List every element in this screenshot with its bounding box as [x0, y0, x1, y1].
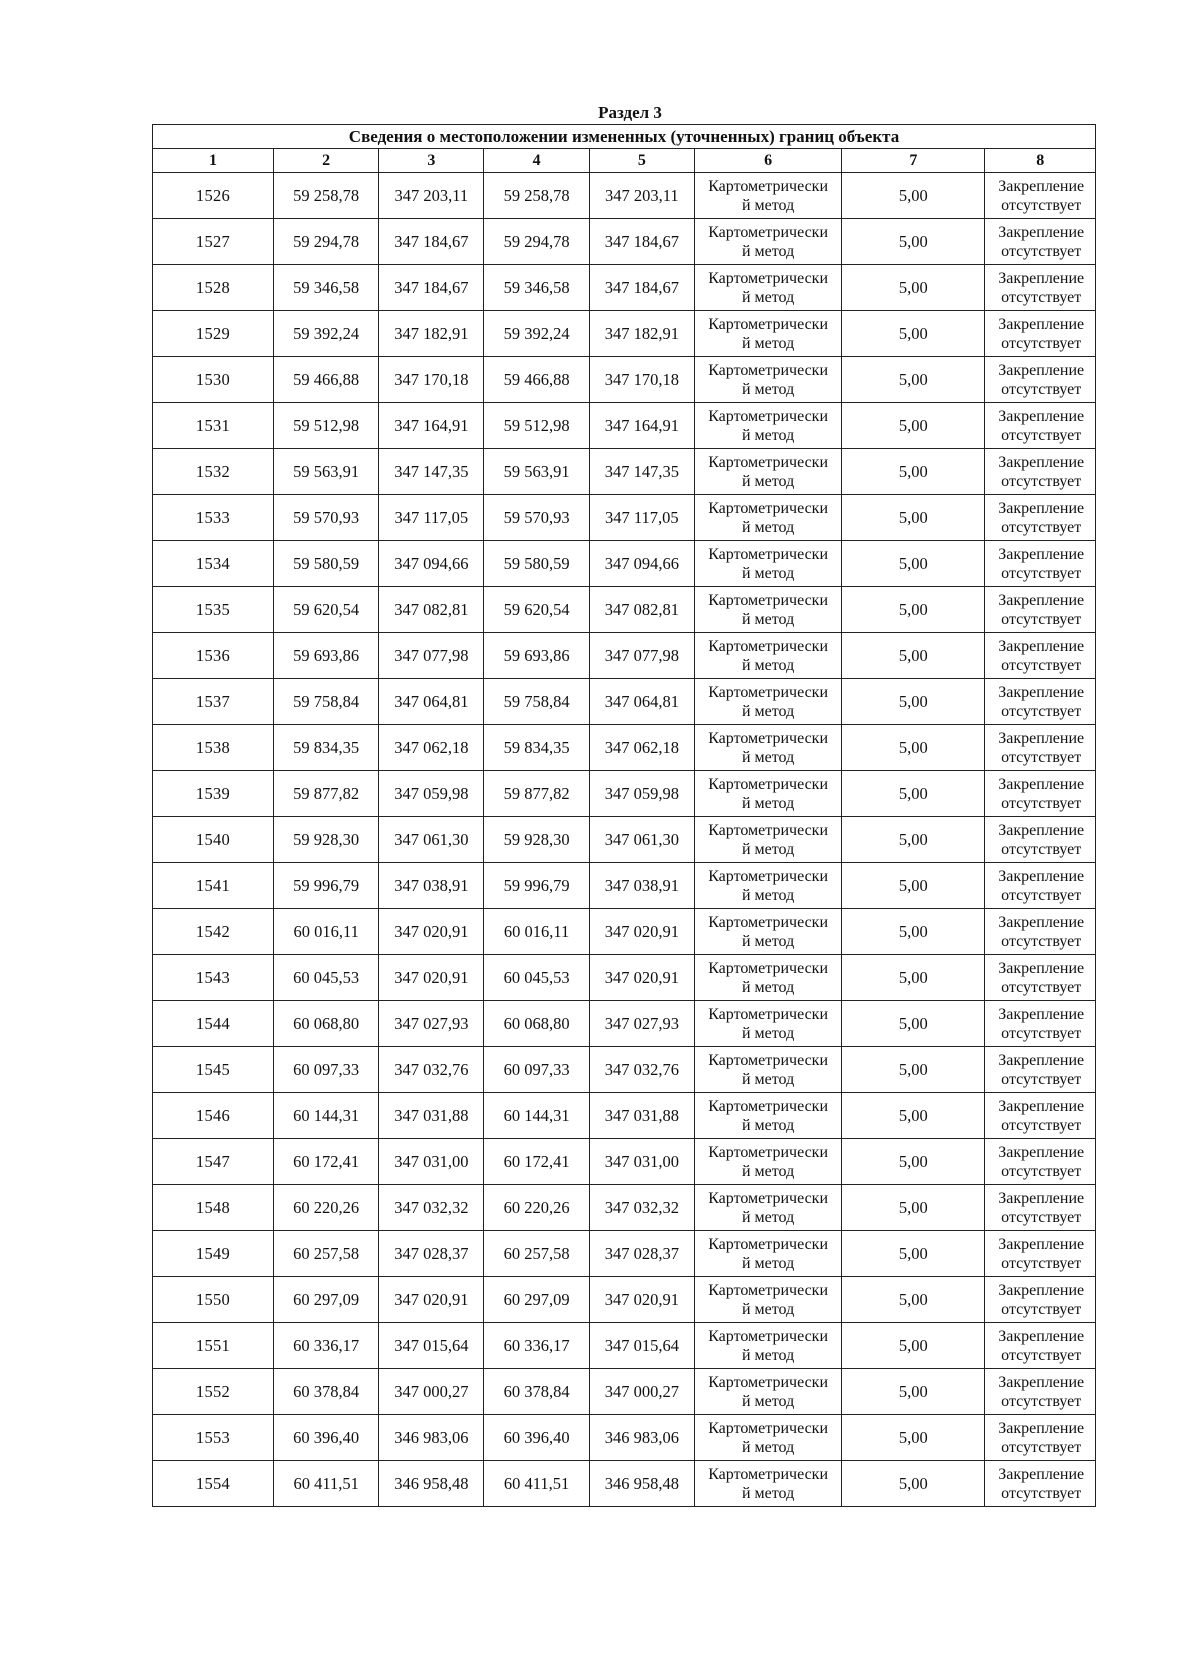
y-coordinate: 347 020,91 [379, 955, 484, 1001]
y-coordinate-new: 347 203,11 [589, 173, 694, 219]
determination-method: Картометрически й метод [694, 311, 841, 357]
determination-method: Картометрически й метод [694, 1139, 841, 1185]
x-coordinate-new: 59 834,35 [484, 725, 589, 771]
fixing-description: Закрепление отсутствует [985, 1323, 1096, 1369]
fixing-description: Закрепление отсутствует [985, 265, 1096, 311]
y-coordinate-new: 346 958,48 [589, 1461, 694, 1507]
x-coordinate: 59 834,35 [274, 725, 379, 771]
point-number: 1549 [153, 1231, 274, 1277]
x-coordinate: 59 580,59 [274, 541, 379, 587]
y-coordinate: 347 094,66 [379, 541, 484, 587]
y-coordinate-new: 347 184,67 [589, 219, 694, 265]
y-coordinate: 347 000,27 [379, 1369, 484, 1415]
point-number: 1538 [153, 725, 274, 771]
accuracy-value: 5,00 [842, 587, 985, 633]
y-coordinate: 347 032,76 [379, 1047, 484, 1093]
determination-method: Картометрически й метод [694, 1415, 841, 1461]
table-row [153, 403, 1096, 449]
accuracy-value: 5,00 [842, 1369, 985, 1415]
y-coordinate-new: 347 020,91 [589, 909, 694, 955]
accuracy-value: 5,00 [842, 311, 985, 357]
point-number: 1533 [153, 495, 274, 541]
table-row [153, 1047, 1096, 1093]
table-row [153, 725, 1096, 771]
point-number: 1542 [153, 909, 274, 955]
y-coordinate: 347 184,67 [379, 219, 484, 265]
y-coordinate-new: 347 038,91 [589, 863, 694, 909]
section-title: Раздел 3 [598, 103, 662, 122]
y-coordinate-new: 347 032,32 [589, 1185, 694, 1231]
fixing-description: Закрепление отсутствует [985, 1139, 1096, 1185]
y-coordinate-new: 347 182,91 [589, 311, 694, 357]
x-coordinate: 59 620,54 [274, 587, 379, 633]
determination-method: Картометрически й метод [694, 1323, 841, 1369]
x-coordinate: 59 996,79 [274, 863, 379, 909]
y-coordinate: 347 020,91 [379, 909, 484, 955]
point-number: 1537 [153, 679, 274, 725]
point-number: 1526 [153, 173, 274, 219]
y-coordinate: 347 147,35 [379, 449, 484, 495]
x-coordinate-new: 59 563,91 [484, 449, 589, 495]
x-coordinate: 60 378,84 [274, 1369, 379, 1415]
y-coordinate-new: 347 020,91 [589, 1277, 694, 1323]
y-coordinate: 347 077,98 [379, 633, 484, 679]
y-coordinate: 347 020,91 [379, 1277, 484, 1323]
x-coordinate: 59 563,91 [274, 449, 379, 495]
determination-method: Картометрически й метод [694, 771, 841, 817]
x-coordinate-new: 59 346,58 [484, 265, 589, 311]
x-coordinate: 60 172,41 [274, 1139, 379, 1185]
point-number: 1551 [153, 1323, 274, 1369]
column-number-6: 6 [694, 149, 841, 173]
y-coordinate-new: 347 082,81 [589, 587, 694, 633]
y-coordinate-new: 347 117,05 [589, 495, 694, 541]
determination-method: Картометрически й метод [694, 541, 841, 587]
accuracy-value: 5,00 [842, 633, 985, 679]
x-coordinate: 60 068,80 [274, 1001, 379, 1047]
accuracy-value: 5,00 [842, 771, 985, 817]
fixing-description: Закрепление отсутствует [985, 173, 1096, 219]
table-row [153, 1185, 1096, 1231]
table-row [153, 1415, 1096, 1461]
x-coordinate: 60 144,31 [274, 1093, 379, 1139]
y-coordinate: 347 059,98 [379, 771, 484, 817]
fixing-description: Закрепление отсутствует [985, 1277, 1096, 1323]
x-coordinate-new: 59 512,98 [484, 403, 589, 449]
accuracy-value: 5,00 [842, 403, 985, 449]
point-number: 1534 [153, 541, 274, 587]
x-coordinate-new: 60 411,51 [484, 1461, 589, 1507]
table-row [153, 955, 1096, 1001]
table-row [153, 1277, 1096, 1323]
fixing-description: Закрепление отсутствует [985, 1047, 1096, 1093]
x-coordinate: 59 512,98 [274, 403, 379, 449]
x-coordinate-new: 59 877,82 [484, 771, 589, 817]
column-number-4: 4 [484, 149, 589, 173]
point-number: 1536 [153, 633, 274, 679]
table-row [153, 679, 1096, 725]
accuracy-value: 5,00 [842, 1185, 985, 1231]
determination-method: Картометрически й метод [694, 1185, 841, 1231]
y-coordinate-new: 347 059,98 [589, 771, 694, 817]
y-coordinate: 347 027,93 [379, 1001, 484, 1047]
x-coordinate: 59 294,78 [274, 219, 379, 265]
y-coordinate-new: 347 064,81 [589, 679, 694, 725]
x-coordinate-new: 60 172,41 [484, 1139, 589, 1185]
y-coordinate-new: 347 000,27 [589, 1369, 694, 1415]
y-coordinate: 347 062,18 [379, 725, 484, 771]
x-coordinate: 60 297,09 [274, 1277, 379, 1323]
point-number: 1531 [153, 403, 274, 449]
table-row [153, 909, 1096, 955]
accuracy-value: 5,00 [842, 1231, 985, 1277]
point-number: 1535 [153, 587, 274, 633]
y-coordinate: 347 064,81 [379, 679, 484, 725]
table-caption: Сведения о местоположении измененных (уточненных) границ объекта [153, 125, 1096, 149]
table-row [153, 449, 1096, 495]
y-coordinate-new: 347 028,37 [589, 1231, 694, 1277]
fixing-description: Закрепление отсутствует [985, 725, 1096, 771]
fixing-description: Закрепление отсутствует [985, 311, 1096, 357]
accuracy-value: 5,00 [842, 955, 985, 1001]
accuracy-value: 5,00 [842, 1001, 985, 1047]
determination-method: Картометрически й метод [694, 173, 841, 219]
x-coordinate: 59 758,84 [274, 679, 379, 725]
fixing-description: Закрепление отсутствует [985, 817, 1096, 863]
determination-method: Картометрически й метод [694, 219, 841, 265]
y-coordinate-new: 347 077,98 [589, 633, 694, 679]
y-coordinate: 347 164,91 [379, 403, 484, 449]
column-number-8: 8 [985, 149, 1096, 173]
fixing-description: Закрепление отсутствует [985, 1461, 1096, 1507]
table-row [153, 219, 1096, 265]
determination-method: Картометрически й метод [694, 1461, 841, 1507]
column-number-row [153, 149, 1096, 173]
y-coordinate-new: 347 094,66 [589, 541, 694, 587]
x-coordinate-new: 59 928,30 [484, 817, 589, 863]
x-coordinate-new: 60 045,53 [484, 955, 589, 1001]
determination-method: Картометрически й метод [694, 587, 841, 633]
accuracy-value: 5,00 [842, 909, 985, 955]
point-number: 1552 [153, 1369, 274, 1415]
y-coordinate-new: 347 061,30 [589, 817, 694, 863]
y-coordinate: 347 038,91 [379, 863, 484, 909]
determination-method: Картометрически й метод [694, 909, 841, 955]
x-coordinate: 60 016,11 [274, 909, 379, 955]
y-coordinate-new: 347 170,18 [589, 357, 694, 403]
x-coordinate: 59 877,82 [274, 771, 379, 817]
y-coordinate: 347 170,18 [379, 357, 484, 403]
y-coordinate-new: 347 020,91 [589, 955, 694, 1001]
y-coordinate-new: 347 015,64 [589, 1323, 694, 1369]
y-coordinate-new: 347 147,35 [589, 449, 694, 495]
x-coordinate-new: 60 068,80 [484, 1001, 589, 1047]
point-number: 1527 [153, 219, 274, 265]
y-coordinate: 347 184,67 [379, 265, 484, 311]
fixing-description: Закрепление отсутствует [985, 403, 1096, 449]
y-coordinate: 346 958,48 [379, 1461, 484, 1507]
determination-method: Картометрически й метод [694, 679, 841, 725]
x-coordinate-new: 59 620,54 [484, 587, 589, 633]
x-coordinate-new: 59 392,24 [484, 311, 589, 357]
determination-method: Картометрически й метод [694, 449, 841, 495]
determination-method: Картометрически й метод [694, 1277, 841, 1323]
table-row [153, 173, 1096, 219]
x-coordinate: 59 928,30 [274, 817, 379, 863]
x-coordinate-new: 60 297,09 [484, 1277, 589, 1323]
y-coordinate: 347 031,88 [379, 1093, 484, 1139]
table-row [153, 587, 1096, 633]
determination-method: Картометрически й метод [694, 357, 841, 403]
fixing-description: Закрепление отсутствует [985, 633, 1096, 679]
x-coordinate-new: 59 580,59 [484, 541, 589, 587]
table-row [153, 1323, 1096, 1369]
table-row [153, 495, 1096, 541]
table-row [153, 1231, 1096, 1277]
y-coordinate-new: 347 031,00 [589, 1139, 694, 1185]
point-number: 1539 [153, 771, 274, 817]
x-coordinate-new: 60 257,58 [484, 1231, 589, 1277]
x-coordinate: 59 570,93 [274, 495, 379, 541]
y-coordinate: 347 061,30 [379, 817, 484, 863]
point-number: 1553 [153, 1415, 274, 1461]
x-coordinate-new: 60 097,33 [484, 1047, 589, 1093]
table-row [153, 863, 1096, 909]
accuracy-value: 5,00 [842, 1415, 985, 1461]
x-coordinate: 60 045,53 [274, 955, 379, 1001]
accuracy-value: 5,00 [842, 679, 985, 725]
point-number: 1550 [153, 1277, 274, 1323]
x-coordinate-new: 60 336,17 [484, 1323, 589, 1369]
accuracy-value: 5,00 [842, 863, 985, 909]
x-coordinate-new: 59 570,93 [484, 495, 589, 541]
table-row [153, 357, 1096, 403]
determination-method: Картометрически й метод [694, 1231, 841, 1277]
point-number: 1529 [153, 311, 274, 357]
x-coordinate-new: 59 693,86 [484, 633, 589, 679]
column-number-1: 1 [153, 149, 274, 173]
determination-method: Картометрически й метод [694, 633, 841, 679]
column-number-3: 3 [379, 149, 484, 173]
point-number: 1547 [153, 1139, 274, 1185]
y-coordinate-new: 347 164,91 [589, 403, 694, 449]
x-coordinate-new: 60 016,11 [484, 909, 589, 955]
point-number: 1540 [153, 817, 274, 863]
table-row [153, 265, 1096, 311]
point-number: 1545 [153, 1047, 274, 1093]
point-number: 1543 [153, 955, 274, 1001]
determination-method: Картометрически й метод [694, 1047, 841, 1093]
fixing-description: Закрепление отсутствует [985, 219, 1096, 265]
table-row [153, 817, 1096, 863]
fixing-description: Закрепление отсутствует [985, 1415, 1096, 1461]
table-row [153, 541, 1096, 587]
fixing-description: Закрепление отсутствует [985, 955, 1096, 1001]
table-row [153, 1001, 1096, 1047]
x-coordinate: 60 336,17 [274, 1323, 379, 1369]
point-number: 1548 [153, 1185, 274, 1231]
point-number: 1546 [153, 1093, 274, 1139]
fixing-description: Закрепление отсутствует [985, 1231, 1096, 1277]
table-row [153, 1139, 1096, 1185]
accuracy-value: 5,00 [842, 725, 985, 771]
accuracy-value: 5,00 [842, 265, 985, 311]
fixing-description: Закрепление отсутствует [985, 679, 1096, 725]
fixing-description: Закрепление отсутствует [985, 863, 1096, 909]
y-coordinate: 346 983,06 [379, 1415, 484, 1461]
table-row [153, 633, 1096, 679]
x-coordinate: 60 411,51 [274, 1461, 379, 1507]
determination-method: Картометрически й метод [694, 863, 841, 909]
column-number-5: 5 [589, 149, 694, 173]
table-row [153, 1461, 1096, 1507]
y-coordinate: 347 082,81 [379, 587, 484, 633]
accuracy-value: 5,00 [842, 219, 985, 265]
x-coordinate-new: 59 294,78 [484, 219, 589, 265]
table-row [153, 1369, 1096, 1415]
accuracy-value: 5,00 [842, 541, 985, 587]
point-number: 1528 [153, 265, 274, 311]
accuracy-value: 5,00 [842, 817, 985, 863]
x-coordinate-new: 60 220,26 [484, 1185, 589, 1231]
fixing-description: Закрепление отсутствует [985, 1093, 1096, 1139]
x-coordinate-new: 59 258,78 [484, 173, 589, 219]
fixing-description: Закрепление отсутствует [985, 587, 1096, 633]
fixing-description: Закрепление отсутствует [985, 1185, 1096, 1231]
accuracy-value: 5,00 [842, 1323, 985, 1369]
accuracy-value: 5,00 [842, 449, 985, 495]
point-number: 1541 [153, 863, 274, 909]
x-coordinate-new: 59 466,88 [484, 357, 589, 403]
x-coordinate: 59 258,78 [274, 173, 379, 219]
column-number-2: 2 [274, 149, 379, 173]
x-coordinate: 60 257,58 [274, 1231, 379, 1277]
fixing-description: Закрепление отсутствует [985, 495, 1096, 541]
y-coordinate: 347 031,00 [379, 1139, 484, 1185]
y-coordinate: 347 015,64 [379, 1323, 484, 1369]
fixing-description: Закрепление отсутствует [985, 1001, 1096, 1047]
point-number: 1532 [153, 449, 274, 495]
determination-method: Картометрически й метод [694, 817, 841, 863]
accuracy-value: 5,00 [842, 1277, 985, 1323]
determination-method: Картометрически й метод [694, 1369, 841, 1415]
y-coordinate: 347 028,37 [379, 1231, 484, 1277]
determination-method: Картометрически й метод [694, 725, 841, 771]
y-coordinate-new: 346 983,06 [589, 1415, 694, 1461]
y-coordinate-new: 347 062,18 [589, 725, 694, 771]
x-coordinate: 59 693,86 [274, 633, 379, 679]
point-number: 1544 [153, 1001, 274, 1047]
x-coordinate-new: 60 144,31 [484, 1093, 589, 1139]
fixing-description: Закрепление отсутствует [985, 1369, 1096, 1415]
y-coordinate: 347 203,11 [379, 173, 484, 219]
table-row [153, 311, 1096, 357]
determination-method: Картометрически й метод [694, 955, 841, 1001]
y-coordinate: 347 182,91 [379, 311, 484, 357]
determination-method: Картометрически й метод [694, 495, 841, 541]
accuracy-value: 5,00 [842, 1047, 985, 1093]
x-coordinate-new: 59 996,79 [484, 863, 589, 909]
x-coordinate: 60 097,33 [274, 1047, 379, 1093]
determination-method: Картометрически й метод [694, 403, 841, 449]
y-coordinate-new: 347 184,67 [589, 265, 694, 311]
fixing-description: Закрепление отсутствует [985, 357, 1096, 403]
accuracy-value: 5,00 [842, 495, 985, 541]
accuracy-value: 5,00 [842, 173, 985, 219]
accuracy-value: 5,00 [842, 1093, 985, 1139]
accuracy-value: 5,00 [842, 1139, 985, 1185]
x-coordinate-new: 59 758,84 [484, 679, 589, 725]
x-coordinate: 59 466,88 [274, 357, 379, 403]
fixing-description: Закрепление отсутствует [985, 449, 1096, 495]
accuracy-value: 5,00 [842, 1461, 985, 1507]
x-coordinate-new: 60 378,84 [484, 1369, 589, 1415]
y-coordinate-new: 347 032,76 [589, 1047, 694, 1093]
y-coordinate: 347 117,05 [379, 495, 484, 541]
x-coordinate: 60 396,40 [274, 1415, 379, 1461]
y-coordinate-new: 347 031,88 [589, 1093, 694, 1139]
fixing-description: Закрепление отсутствует [985, 771, 1096, 817]
table-row [153, 1093, 1096, 1139]
fixing-description: Закрепление отсутствует [985, 909, 1096, 955]
x-coordinate-new: 60 396,40 [484, 1415, 589, 1461]
y-coordinate-new: 347 027,93 [589, 1001, 694, 1047]
x-coordinate: 59 392,24 [274, 311, 379, 357]
determination-method: Картометрически й метод [694, 1093, 841, 1139]
table-body [153, 173, 1096, 1507]
determination-method: Картометрически й метод [694, 1001, 841, 1047]
accuracy-value: 5,00 [842, 357, 985, 403]
column-number-7: 7 [842, 149, 985, 173]
boundary-table [152, 124, 1096, 1507]
fixing-description: Закрепление отсутствует [985, 541, 1096, 587]
x-coordinate: 59 346,58 [274, 265, 379, 311]
table-row [153, 771, 1096, 817]
y-coordinate: 347 032,32 [379, 1185, 484, 1231]
determination-method: Картометрически й метод [694, 265, 841, 311]
point-number: 1554 [153, 1461, 274, 1507]
point-number: 1530 [153, 357, 274, 403]
x-coordinate: 60 220,26 [274, 1185, 379, 1231]
